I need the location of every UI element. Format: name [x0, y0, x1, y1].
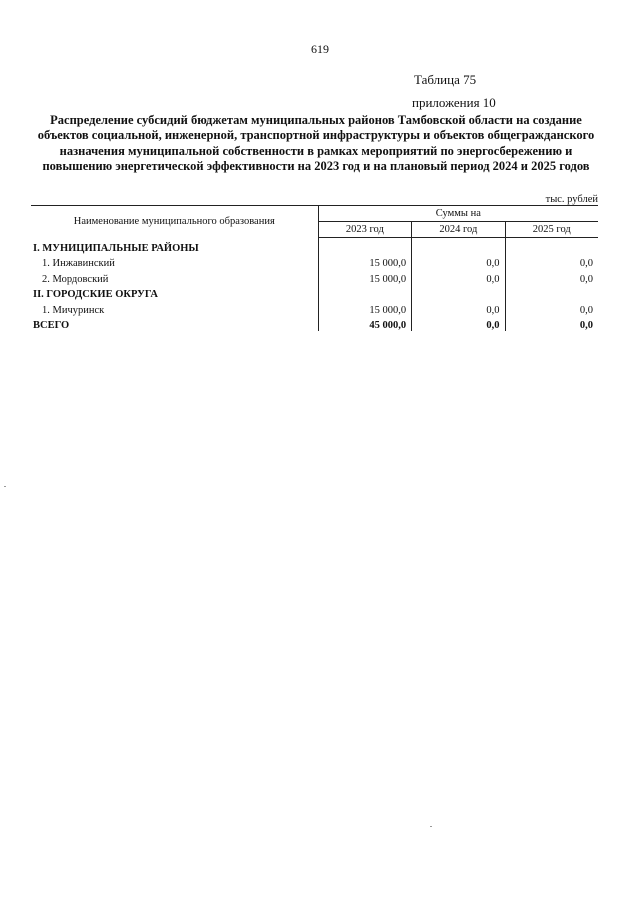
value-2023: 15 000,0: [318, 254, 412, 270]
column-header-name: Наименование муниципального образования: [31, 206, 318, 238]
value-2024: 0,0: [412, 269, 505, 285]
value-2024: 0,0: [412, 254, 505, 270]
table-row: [31, 269, 598, 285]
column-header-2023: 2023 год: [318, 222, 412, 238]
municipality-name: 1. Инжавинский: [42, 258, 115, 269]
column-header-sums: Суммы на: [318, 206, 598, 222]
column-header-2024: 2024 год: [412, 222, 505, 238]
section-title: II. ГОРОДСКИЕ ОКРУГА: [33, 289, 158, 300]
table-label: Таблица 75: [414, 72, 477, 87]
total-2023: 45 000,0: [318, 316, 412, 332]
value-2025: 0,0: [505, 254, 598, 270]
value-2023: 15 000,0: [318, 300, 412, 316]
section-row: [31, 285, 598, 301]
municipality-name: 2. Мордовский: [42, 273, 109, 285]
table-row: [31, 254, 598, 270]
units-label: тыс. рублей: [545, 194, 598, 205]
scan-speck: [430, 826, 432, 827]
section-row: [31, 238, 598, 254]
value-2025: 0,0: [505, 269, 598, 285]
total-2024: 0,0: [412, 316, 505, 332]
section-title: I. МУНИЦИПАЛЬНЫЕ РАЙОНЫ: [33, 242, 199, 254]
total-2025: 0,0: [505, 316, 598, 332]
municipality-name: 1. Мичуринск: [42, 304, 105, 316]
subsidy-table: [31, 205, 598, 331]
scan-speck: [4, 486, 6, 487]
total-label: ВСЕГО: [33, 320, 70, 331]
page-number: 619: [311, 42, 329, 56]
value-2023: 15 000,0: [318, 269, 412, 285]
value-2025: 0,0: [505, 300, 598, 316]
column-header-2025: 2025 год: [505, 222, 598, 238]
appendix-label: приложения 10: [412, 95, 496, 110]
total-row: [31, 316, 598, 332]
document-title: Распределение субсидий бюджетам муниципальных районов Тамбовской области на создание объектов социальной, инженерной, транспортной инфраструктуры и объектов общегражданского назначения муниципальной собственности в рамках мероприятий по энергосбережению и повышению энергетической эффективности на 2023 год и на плановый период 2024 и 2025 годов: [37, 113, 595, 173]
value-2024: 0,0: [412, 300, 505, 316]
table-row: [31, 300, 598, 316]
